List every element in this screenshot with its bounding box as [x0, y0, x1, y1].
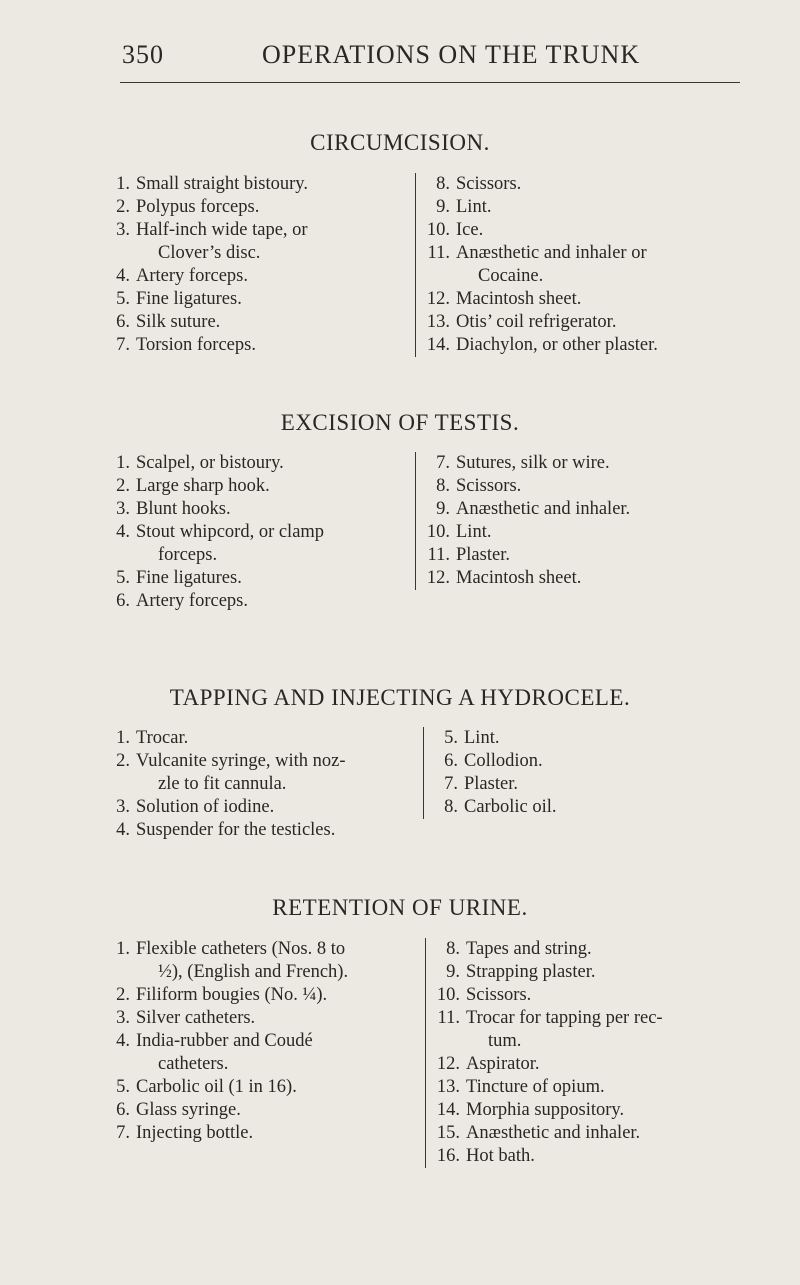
item-text: Tapes and string.: [466, 939, 592, 959]
item-text: Scalpel, or bistoury.: [136, 453, 284, 473]
item-text: Scissors.: [456, 174, 522, 194]
list-item: [422, 452, 762, 475]
hydrocele-left-list: [102, 727, 412, 842]
item-number: 13.: [436, 1077, 460, 1097]
list-item: [422, 242, 762, 288]
item-text-continuation: tum.: [488, 1031, 522, 1051]
item-number: 5.: [116, 289, 130, 309]
list-item: [422, 475, 762, 498]
item-number: 7.: [116, 1123, 130, 1143]
list-item: [432, 1099, 762, 1122]
item-text: Torsion forceps.: [136, 335, 256, 355]
item-text: Macintosh sheet.: [456, 568, 582, 588]
item-number: 14.: [436, 1100, 460, 1120]
item-text: Plaster.: [464, 774, 518, 794]
section-title-excision-of-testis: EXCISION OF TESTIS.: [280, 410, 520, 435]
item-text-continuation: Clover’s disc.: [158, 243, 261, 263]
list-item: [102, 590, 402, 613]
list-item: [430, 773, 760, 796]
retention-right-list: [425, 938, 762, 1168]
item-text: Vulcanite syringe, with noz-: [136, 751, 346, 771]
list-item: [102, 1122, 417, 1145]
circumcision-left-list: [102, 173, 402, 357]
list-item: [432, 984, 762, 1007]
item-text: Tincture of opium.: [466, 1077, 605, 1097]
list-item: [422, 311, 762, 334]
item-text: Fine ligatures.: [136, 289, 242, 309]
item-number: 9.: [446, 962, 460, 982]
item-text: Stout whipcord, or clamp: [136, 522, 325, 542]
item-number: 1.: [116, 728, 130, 748]
item-text: Carbolic oil (1 in 16).: [136, 1077, 297, 1097]
item-number: 2.: [116, 476, 130, 496]
list-item: [102, 288, 402, 311]
item-text: Injecting bottle.: [136, 1123, 254, 1143]
list-item: [102, 521, 402, 567]
list-item: [430, 750, 760, 773]
item-number: 10.: [426, 220, 450, 240]
list-item: [102, 1099, 417, 1122]
item-number: 7.: [444, 774, 458, 794]
item-text: Scissors.: [466, 985, 532, 1005]
item-text-continuation: zle to fit cannula.: [158, 774, 287, 794]
list-item: [432, 1122, 762, 1145]
item-text: Suspender for the testicles.: [136, 820, 336, 840]
item-number: 6.: [444, 751, 458, 771]
item-text: Plaster.: [456, 545, 510, 565]
item-text: Macintosh sheet.: [456, 289, 582, 309]
list-item: [102, 265, 402, 288]
item-number: 9.: [436, 197, 450, 217]
item-number: 2.: [116, 751, 130, 771]
item-number: 5.: [444, 728, 458, 748]
item-number: 6.: [116, 591, 130, 611]
item-text: Artery forceps.: [136, 266, 248, 286]
item-number: 10.: [426, 522, 450, 542]
list-item: [102, 498, 402, 521]
section-title-retention-of-urine: RETENTION OF URINE.: [272, 895, 528, 920]
list-item: [430, 727, 760, 750]
item-text: Strapping plaster.: [466, 962, 596, 982]
item-number: 12.: [426, 568, 450, 588]
running-title: OPERATIONS ON THE TRUNK: [262, 40, 641, 69]
item-text: Lint.: [464, 728, 500, 748]
list-item: [102, 173, 402, 196]
item-number: 1.: [116, 453, 130, 473]
page-header: [122, 40, 740, 80]
list-item: [432, 1145, 762, 1168]
retention-left-list: [102, 938, 417, 1145]
item-number: 2.: [116, 985, 130, 1005]
item-number: 16.: [436, 1146, 460, 1166]
item-number: 12.: [436, 1054, 460, 1074]
item-text: Collodion.: [464, 751, 543, 771]
item-number: 3.: [116, 220, 130, 240]
item-text: Polypus forceps.: [136, 197, 260, 217]
item-text: Silk suture.: [136, 312, 221, 332]
hydrocele-right-list: [423, 727, 760, 819]
list-item: [432, 1007, 762, 1053]
item-number: 13.: [426, 312, 450, 332]
list-item: [102, 938, 417, 984]
list-item: [102, 1076, 417, 1099]
list-item: [102, 196, 402, 219]
item-text: Anæsthetic and inhaler.: [456, 499, 631, 519]
item-text: Hot bath.: [466, 1146, 535, 1166]
item-text: Flexible catheters (Nos. 8 to: [136, 939, 346, 959]
list-item: [422, 498, 762, 521]
list-item: [422, 544, 762, 567]
item-text: Lint.: [456, 522, 492, 542]
list-item: [432, 938, 762, 961]
item-number: 12.: [426, 289, 450, 309]
item-text: Silver catheters.: [136, 1008, 256, 1028]
list-item: [102, 334, 402, 357]
item-number: 11.: [427, 243, 450, 263]
item-text: Scissors.: [456, 476, 522, 496]
item-text: Filiform bougies (No. ¼).: [136, 985, 328, 1005]
item-text: Large sharp hook.: [136, 476, 270, 496]
item-text: India-rubber and Coudé: [136, 1031, 313, 1051]
item-text: Aspirator.: [466, 1054, 540, 1074]
item-text: Trocar.: [136, 728, 189, 748]
list-item: [102, 311, 402, 334]
item-text: Half-inch wide tape, or: [136, 220, 308, 240]
list-item: [102, 1007, 417, 1030]
page-number: 350: [122, 40, 164, 69]
header-rule: [120, 82, 740, 83]
item-text: Solution of iodine.: [136, 797, 275, 817]
item-text: Trocar for tapping per rec-: [466, 1008, 663, 1028]
item-text: Otis’ coil refrigerator.: [456, 312, 617, 332]
item-text: Artery forceps.: [136, 591, 248, 611]
item-number: 3.: [116, 1008, 130, 1028]
list-item: [422, 219, 762, 242]
item-text: Fine ligatures.: [136, 568, 242, 588]
item-text-continuation: forceps.: [158, 545, 218, 565]
list-item: [422, 288, 762, 311]
item-number: 14.: [426, 335, 450, 355]
item-number: 1.: [116, 174, 130, 194]
list-item: [102, 796, 412, 819]
list-item: [422, 173, 762, 196]
list-item: [422, 334, 762, 357]
list-item: [102, 219, 402, 265]
list-item: [102, 750, 412, 796]
list-item: [102, 567, 402, 590]
list-item: [102, 984, 417, 1007]
item-number: 4.: [116, 266, 130, 286]
list-item: [422, 567, 762, 590]
item-text: Glass syringe.: [136, 1100, 241, 1120]
list-item: [422, 196, 762, 219]
item-number: 8.: [446, 939, 460, 959]
circumcision-right-list: [415, 173, 762, 357]
item-number: 4.: [116, 1031, 130, 1051]
item-text: Anæsthetic and inhaler or: [456, 243, 647, 263]
item-text: Carbolic oil.: [464, 797, 557, 817]
excision-right-list: [415, 452, 762, 590]
item-number: 8.: [436, 476, 450, 496]
item-text: Morphia suppository.: [466, 1100, 625, 1120]
item-number: 11.: [427, 545, 450, 565]
item-text-continuation: Cocaine.: [478, 266, 544, 286]
list-item: [102, 727, 412, 750]
item-number: 5.: [116, 1077, 130, 1097]
item-number: 4.: [116, 820, 130, 840]
item-number: 15.: [436, 1123, 460, 1143]
item-number: 8.: [444, 797, 458, 817]
item-number: 6.: [116, 312, 130, 332]
item-text: Sutures, silk or wire.: [456, 453, 610, 473]
list-item: [102, 475, 402, 498]
item-number: 5.: [116, 568, 130, 588]
item-number: 8.: [436, 174, 450, 194]
list-item: [432, 1076, 762, 1099]
item-number: 1.: [116, 939, 130, 959]
list-item: [432, 1053, 762, 1076]
list-item: [102, 1030, 417, 1076]
item-text: Lint.: [456, 197, 492, 217]
item-number: 9.: [436, 499, 450, 519]
item-number: 11.: [437, 1008, 460, 1028]
item-number: 3.: [116, 499, 130, 519]
section-title-hydrocele: TAPPING AND INJECTING A HYDROCELE.: [169, 685, 631, 710]
item-number: 7.: [116, 335, 130, 355]
item-text-continuation: catheters.: [158, 1054, 229, 1074]
list-item: [102, 819, 412, 842]
item-number: 3.: [116, 797, 130, 817]
list-item: [102, 452, 402, 475]
list-item: [430, 796, 760, 819]
list-item: [432, 961, 762, 984]
item-text: Diachylon, or other plaster.: [456, 335, 658, 355]
item-text: Ice.: [456, 220, 484, 240]
item-text: Anæsthetic and inhaler.: [466, 1123, 641, 1143]
item-number: 4.: [116, 522, 130, 542]
list-item: [422, 521, 762, 544]
section-title-circumcision: CIRCUMCISION.: [310, 130, 490, 155]
item-number: 2.: [116, 197, 130, 217]
item-number: 6.: [116, 1100, 130, 1120]
item-text: Blunt hooks.: [136, 499, 231, 519]
item-number: 7.: [436, 453, 450, 473]
item-number: 10.: [436, 985, 460, 1005]
item-text: Small straight bistoury.: [136, 174, 308, 194]
excision-left-list: [102, 452, 402, 613]
item-text-continuation: ½), (English and French).: [158, 962, 349, 982]
